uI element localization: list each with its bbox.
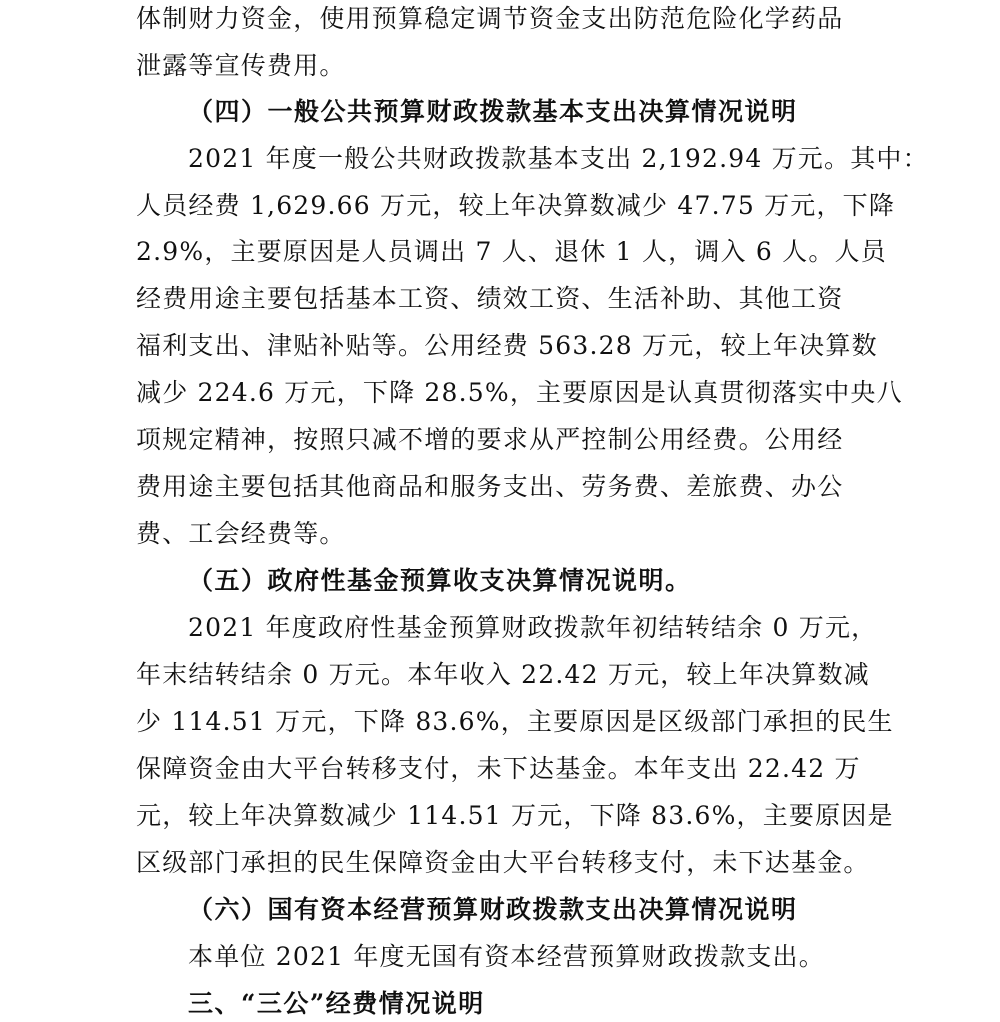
paragraph-line-14: 元，较上年决算数减少 114.51 万元，下降 83.6%，主要原因是 xyxy=(136,801,894,830)
paragraph-line-9: 费、工会经费等。 xyxy=(136,519,346,548)
paragraph-line-15: 区级部门承担的民生保障资金由大平台转移支付，未下达基金。 xyxy=(136,848,870,877)
paragraph-line-12: 少 114.51 万元，下降 83.6%，主要原因是区级部门承担的民生 xyxy=(136,707,894,736)
major-heading-3: 三、“三公”经费情况说明 xyxy=(188,989,485,1018)
paragraph-line-2: 人员经费 1,629.66 万元，较上年决算数减少 47.75 万元，下降 xyxy=(136,191,896,220)
text-line-2: 泄露等宣传费用。 xyxy=(136,51,346,80)
paragraph-line-11: 年末结转结余 0 万元。本年收入 22.42 万元，较上年决算数减 xyxy=(136,660,870,689)
text-line-1: 体制财力资金，使用预算稳定调节资金支出防范危险化学药品 xyxy=(136,4,844,33)
paragraph-line-4: 经费用途主要包括基本工资、绩效工资、生活补助、其他工资 xyxy=(136,284,844,313)
paragraph-line-6: 减少 224.6 万元，下降 28.5%，主要原因是认真贯彻落实中央八 xyxy=(136,378,903,407)
section-heading-4: （四）一般公共预算财政拨款基本支出决算情况说明 xyxy=(188,97,798,126)
paragraph-line-10: 2021 年度政府性基金预算财政拨款年初结转结余 0 万元， xyxy=(188,613,878,642)
paragraph-line-1: 2021 年度一般公共财政拨款基本支出 2,192.94 万元。其中： xyxy=(188,144,929,173)
section-heading-5: （五）政府性基金预算收支决算情况说明。 xyxy=(188,566,692,595)
paragraph-line-8: 费用途主要包括其他商品和服务支出、劳务费、差旅费、办公 xyxy=(136,472,844,501)
paragraph-line-16: 本单位 2021 年度无国有资本经营预算财政拨款支出。 xyxy=(188,942,825,971)
paragraph-line-7: 项规定精神，按照只减不增的要求从严控制公用经费。公用经 xyxy=(136,425,844,454)
paragraph-line-13: 保障资金由大平台转移支付，未下达基金。本年支出 22.42 万 xyxy=(136,754,861,783)
paragraph-line-5: 福利支出、津贴补贴等。公用经费 563.28 万元，较上年决算数 xyxy=(136,331,878,360)
paragraph-line-3: 2.9%，主要原因是人员调出 7 人、退休 1 人，调入 6 人。人员 xyxy=(136,237,887,266)
section-heading-6: （六）国有资本经营预算财政拨款支出决算情况说明 xyxy=(188,895,798,924)
